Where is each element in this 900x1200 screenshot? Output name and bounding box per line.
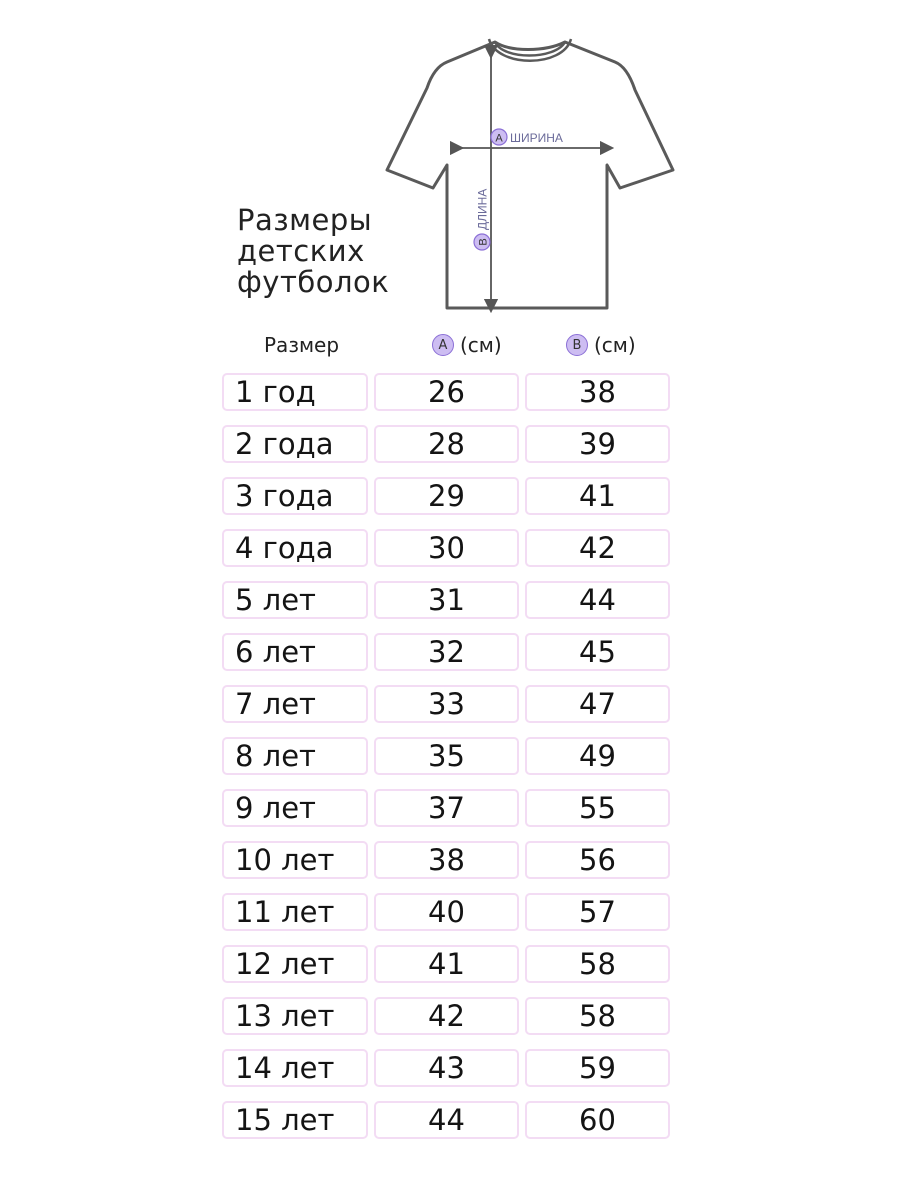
header-length-unit: (см) xyxy=(594,333,636,357)
size-cell: 9 лет xyxy=(222,789,368,827)
table-row xyxy=(222,685,672,725)
length-cell: 56 xyxy=(525,841,670,879)
size-cell: 13 лет xyxy=(222,997,368,1035)
size-cell: 5 лет xyxy=(222,581,368,619)
size-cell: 8 лет xyxy=(222,737,368,775)
width-cell: 26 xyxy=(374,373,519,411)
table-row xyxy=(222,893,672,933)
width-cell: 32 xyxy=(374,633,519,671)
size-cell: 1 год xyxy=(222,373,368,411)
width-cell: 38 xyxy=(374,841,519,879)
width-cell: 44 xyxy=(374,1101,519,1139)
width-label: ШИРИНА xyxy=(510,131,563,145)
title-line-1: Размеры xyxy=(237,203,373,237)
width-cell: 37 xyxy=(374,789,519,827)
length-cell: 42 xyxy=(525,529,670,567)
length-cell: 41 xyxy=(525,477,670,515)
table-row xyxy=(222,945,672,985)
width-cell: 33 xyxy=(374,685,519,723)
size-cell: 4 года xyxy=(222,529,368,567)
width-cell: 35 xyxy=(374,737,519,775)
width-cell: 30 xyxy=(374,529,519,567)
header-width xyxy=(432,333,502,357)
tshirt-diagram xyxy=(385,30,675,315)
marker-b-letter: B xyxy=(477,238,490,246)
size-cell: 14 лет xyxy=(222,1049,368,1087)
table-row xyxy=(222,1049,672,1089)
length-label: ДЛИНА xyxy=(475,188,490,230)
length-cell: 39 xyxy=(525,425,670,463)
marker-a-letter: A xyxy=(495,132,503,145)
size-cell: 11 лет xyxy=(222,893,368,931)
width-cell: 31 xyxy=(374,581,519,619)
table-row xyxy=(222,425,672,465)
width-cell: 41 xyxy=(374,945,519,983)
title-line-2: детских xyxy=(237,234,365,268)
length-cell: 44 xyxy=(525,581,670,619)
size-cell: 10 лет xyxy=(222,841,368,879)
table-row xyxy=(222,1101,672,1141)
table-row xyxy=(222,529,672,569)
size-cell: 2 года xyxy=(222,425,368,463)
length-cell: 59 xyxy=(525,1049,670,1087)
table-row xyxy=(222,997,672,1037)
table-row xyxy=(222,633,672,673)
width-cell: 42 xyxy=(374,997,519,1035)
header-size: Размер xyxy=(264,333,340,357)
size-cell: 7 лет xyxy=(222,685,368,723)
title-line-3: футболок xyxy=(237,265,390,299)
marker-a-icon: A xyxy=(432,334,454,356)
width-cell: 28 xyxy=(374,425,519,463)
length-cell: 49 xyxy=(525,737,670,775)
length-cell: 58 xyxy=(525,945,670,983)
size-cell: 6 лет xyxy=(222,633,368,671)
length-cell: 60 xyxy=(525,1101,670,1139)
length-cell: 47 xyxy=(525,685,670,723)
header-length xyxy=(566,333,636,357)
width-cell: 40 xyxy=(374,893,519,931)
length-cell: 55 xyxy=(525,789,670,827)
length-cell: 38 xyxy=(525,373,670,411)
length-cell: 45 xyxy=(525,633,670,671)
header-width-unit: (см) xyxy=(460,333,502,357)
table-row xyxy=(222,477,672,517)
width-cell: 43 xyxy=(374,1049,519,1087)
table-row xyxy=(222,737,672,777)
table-row xyxy=(222,789,672,829)
table-row xyxy=(222,841,672,881)
page-title xyxy=(237,205,389,298)
length-cell: 57 xyxy=(525,893,670,931)
size-cell: 3 года xyxy=(222,477,368,515)
table-row xyxy=(222,373,672,413)
marker-b-icon: B xyxy=(566,334,588,356)
table-row xyxy=(222,581,672,621)
size-cell: 12 лет xyxy=(222,945,368,983)
width-cell: 29 xyxy=(374,477,519,515)
size-cell: 15 лет xyxy=(222,1101,368,1139)
length-cell: 58 xyxy=(525,997,670,1035)
